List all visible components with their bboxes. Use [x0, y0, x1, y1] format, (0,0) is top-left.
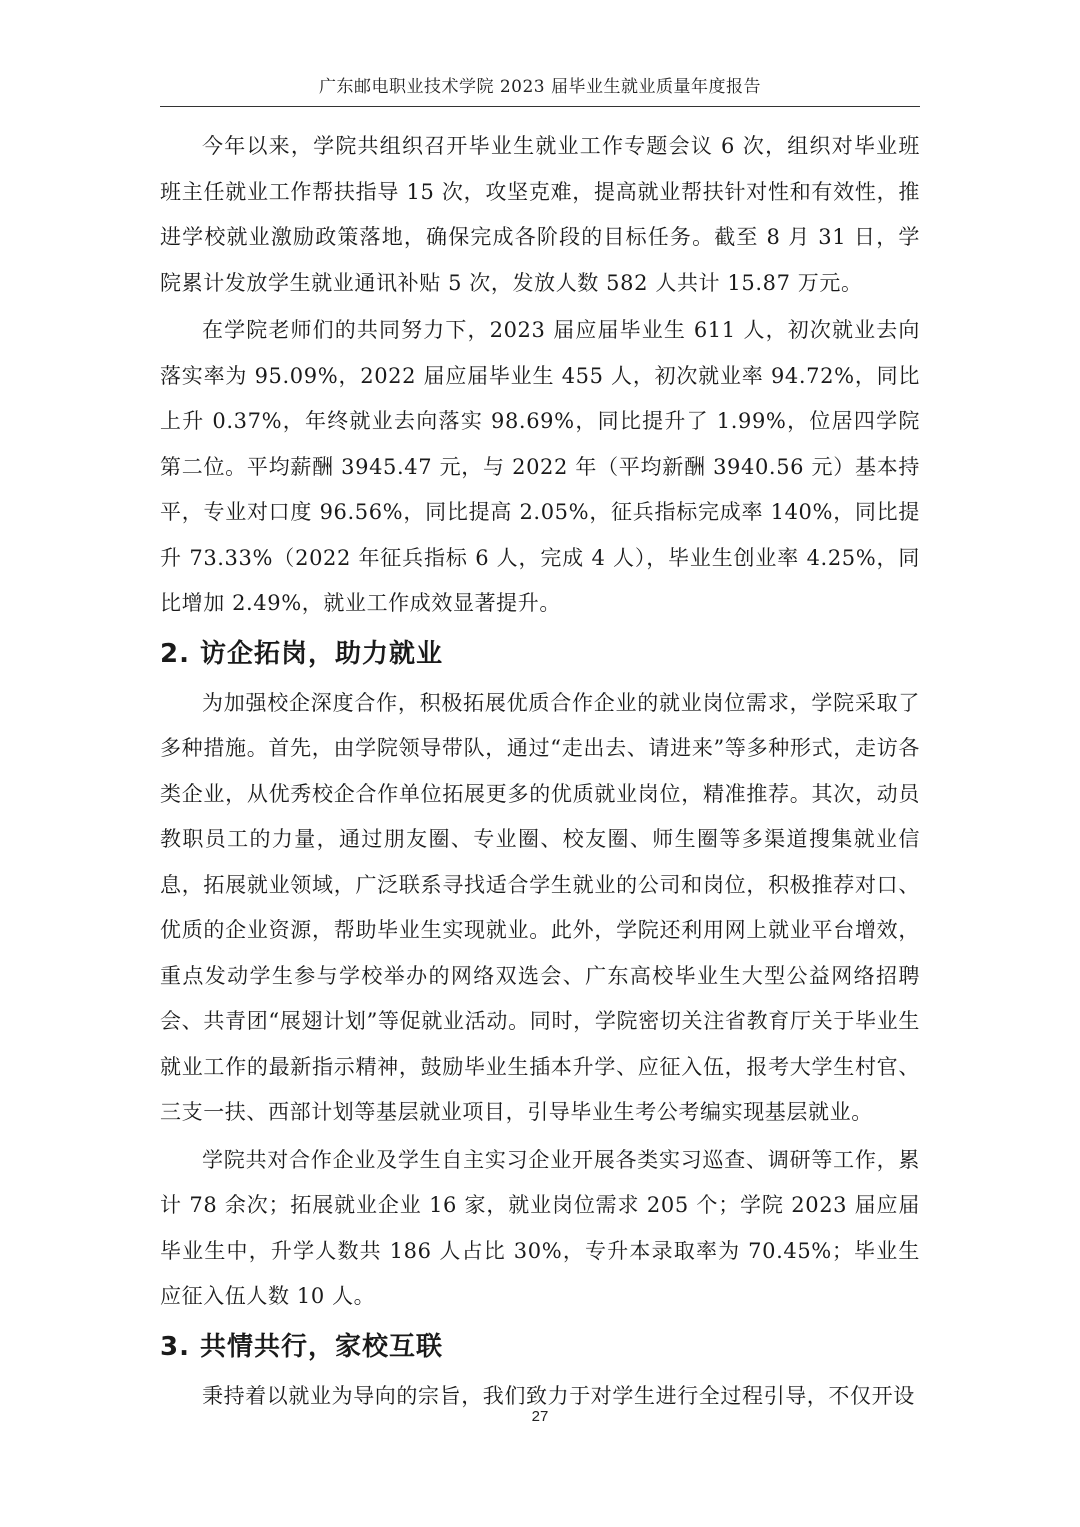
- document-body: [160, 124, 920, 1421]
- paragraph-guidance: 秉持着以就业为导向的宗旨，我们致力于对学生进行全过程引导，不仅开设: [202, 1383, 915, 1408]
- section-title-home-school: 3. 共情共行，家校互联: [160, 1331, 444, 1362]
- page-number: 27: [531, 1408, 549, 1425]
- section-title-visit-enterprises: 2. 访企拓岗，助力就业: [160, 638, 444, 669]
- paragraph-internship-stats: 学院共对合作企业及学生自主实习企业开展各类实习巡查、调研等工作，累计 78 余次；拓展就业企业 16 家，就业岗位需求 205 个；学院 2023 届应届毕业生中，升学人数共 186 人占比 30%，专升本录取率为 70.45%；毕业生应征入伍人数 10 人。: [160, 1147, 920, 1308]
- header-divider: [160, 106, 920, 107]
- paragraph-measures: 为加强校企深度合作，积极拓展优质合作企业的就业岗位需求，学院采取了多种措施。首先，由学院领导带队，通过“走出去、请进来”等多种形式，走访各类企业，从优秀校企合作单位拓展更多的优质就业岗位，精准推荐。其次，动员教职员工的力量，通过朋友圈、专业圈、校友圈、师生圈等多渠道搜集就业信息，拓展就业领域，广泛联系寻找适合学生就业的公司和岗位，积极推荐对口、优质的企业资源，帮助毕业生实现就业。此外，学院还利用网上就业平台增效，重点发动学生参与学校举办的网络双选会、广东高校毕业生大型公益网络招聘会、共青团“展翅计划”等促就业活动。同时，学院密切关注省教育厅关于毕业生就业工作的最新指示精神，鼓励毕业生插本升学、应征入伍，报考大学生村官、三支一扶、西部计划等基层就业项目，引导毕业生考公考编实现基层就业。: [160, 690, 920, 1124]
- paragraph-employment-rates: 在学院老师们的共同努力下，2023 届应届毕业生 611 人，初次就业去向落实率为 95.09%，2022 届应届毕业生 455 人，初次就业率 94.72%，同比上升 0.37%，年终就业去向落实 98.69%，同比提升了 1.99%，位居四学院第二位。平均薪酬 3945.47 元，与 2022 年（平均新酬 3940.56 元）基本持平，专业对口度 96.56%，同比提高 2.05%，征兵指标完成率 140%，同比提升 73.33%（2022 年征兵指标 6 人，完成 4 人），毕业生创业率 4.25%，同比增加 2.49%，就业工作成效显著提升。: [160, 318, 920, 615]
- report-header: 广东邮电职业技术学院 2023 届毕业生就业质量年度报告: [318, 77, 762, 97]
- paragraph-meetings: 今年以来，学院共组织召开毕业生就业工作专题会议 6 次，组织对毕业班班主任就业工作帮扶指导 15 次，攻坚克难，提高就业帮扶针对性和有效性，推进学校就业激励政策落地，确保完成各阶段的目标任务。截至 8 月 31 日，学院累计发放学生就业通讯补贴 5 次，发放人数 582 人共计 15.87 万元。: [160, 134, 920, 295]
